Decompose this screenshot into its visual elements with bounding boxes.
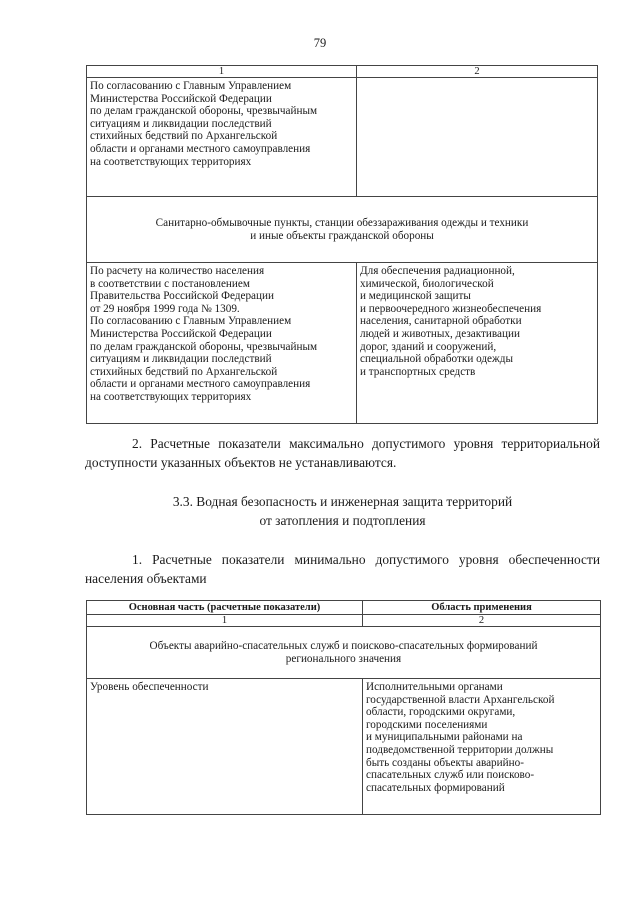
column-number-1: 1 [87,66,357,78]
civil-defense-table [86,65,598,424]
column-number-2: 2 [363,615,601,627]
header-row [87,601,601,615]
section-title: Объекты аварийно-спасательных служб и поисково-спасательных формирований регионального значения [149,640,538,665]
table-cell [87,78,357,197]
section-title-cell [87,197,598,263]
column-number-1: 1 [87,615,363,627]
table-row [87,263,598,424]
section-title-row [87,627,601,679]
section-title-cell [87,627,601,679]
cell-text: По расчету на количество населения в соответствии с постановлением Правительства Российской Федерации от 29 ноября 1999 года № 1309. По согласованию с Главным Управлением Министерства Российской Федерации по делам гражданской обороны, чрезвычайным ситуациям и ликвидации последствий стихийных бедствий по Архангельской области и органами местного самоуправления на соответствующих территориях [90,265,318,403]
cell-text: Для обеспечения радиационной, химической, биологической и медицинской защиты и первоочередного жизнеобеспечения населения, санитарной обработки людей и животных, дезактивации дорог, зданий и сооружений, специальной обработки одежды и транспортных средств [360,265,542,378]
header-application-area: Область применения [363,601,601,615]
column-number-row [87,615,601,627]
rescue-services-table [86,600,601,815]
table-cell [87,679,363,815]
section-heading: 3.3. Водная безопасность и инженерная защита территорий от затопления и подтопления [172,494,513,528]
table-cell [87,263,357,424]
paragraph-provision: 1. Расчетные показатели минимально допустимого уровня обеспеченности населения объектами [85,552,600,586]
cell-text: Исполнительными органами государственной власти Архангельской области, городскими округами, городскими поселениями и муниципальными районами на подведомственной территории должны быть созданы объекты аварийно- спасательных служб или поисково- спасательных формирований [366,681,555,794]
cell-text: По согласованию с Главным Управлением Министерства Российской Федерации по делам гражданской обороны, чрезвычайным ситуациям и ликвидации последствий стихийных бедствий по Архангельской области и органами местного самоуправления на соответствующих территориях [90,80,318,168]
cell-text [357,78,597,81]
section-title-row [87,197,598,263]
table-cell [357,263,598,424]
paragraph-accessibility: 2. Расчетные показатели максимально допустимого уровня территориальной доступности указанных объектов не устанавливаются. [85,436,600,470]
page-number: 79 [313,36,327,50]
cell-text: Уровень обеспеченности [90,681,209,693]
column-number-row [87,66,598,78]
table-row [87,78,598,197]
table-cell [357,78,598,197]
column-number-2: 2 [357,66,598,78]
table-cell [363,679,601,815]
table-row [87,679,601,815]
header-main-part: Основная часть (расчетные показатели) [87,601,363,615]
section-title: Санитарно-обмывочные пункты, станции обеззараживания одежды и техники и иные объекты гражданской обороны [155,217,529,242]
